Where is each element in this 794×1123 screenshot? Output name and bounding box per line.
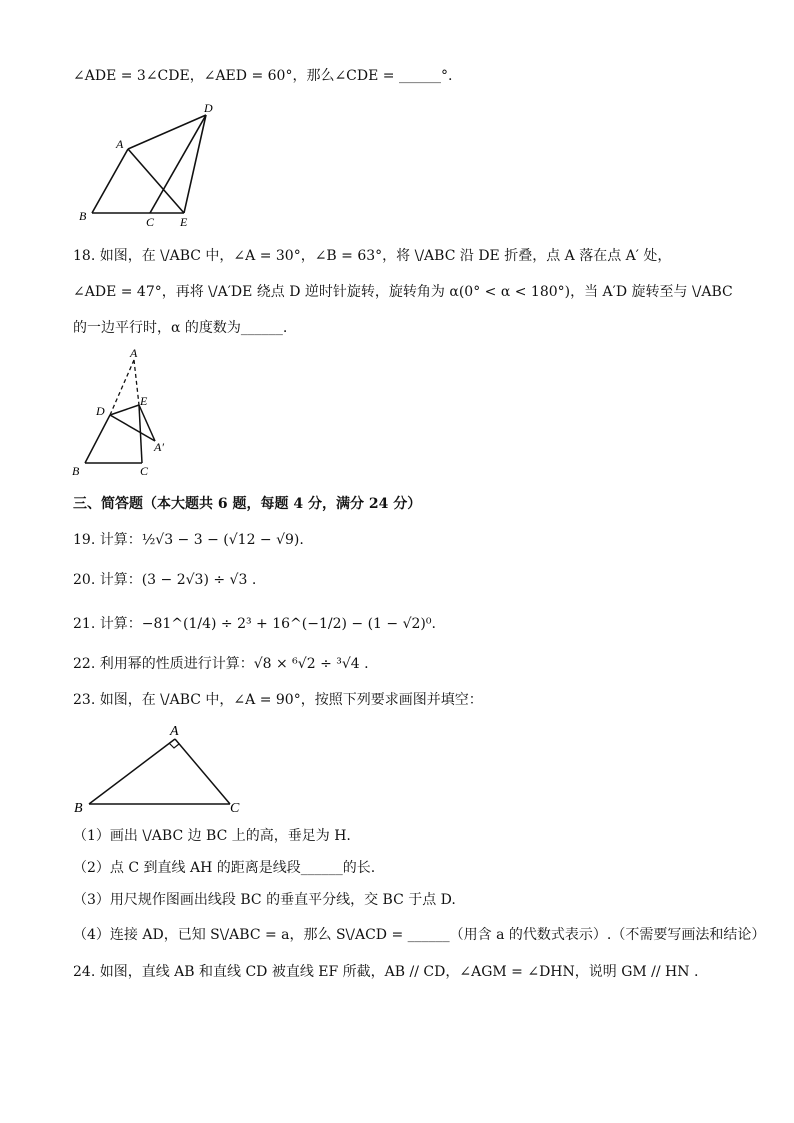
- figure-q23: [70, 720, 255, 820]
- figure-q17: [76, 100, 216, 230]
- label-B: B: [79, 209, 87, 223]
- q18-line-1: 18. 如图，在 \/ABC 中，∠A = 30°，∠B = 63°，将 \/ABC 沿 DE 折叠，点 A 落在点 A′ 处，: [73, 248, 672, 264]
- q24-line: 24. 如图，直线 AB 和直线 CD 被直线 EF 所截，AB // CD，∠AGM = ∠DHN，说明 GM // HN .: [73, 964, 699, 980]
- label-B: B: [74, 801, 83, 816]
- q20-line: 20. 计算：(3 − 2√3) ÷ √3 .: [73, 572, 257, 588]
- q18-line-3: 的一边平行时，α 的度数为______.: [73, 320, 288, 336]
- q23-part-3: （3）用尺规作图画出线段 BC 的垂直平分线，交 BC 于点 D.: [73, 892, 456, 908]
- label-D: D: [96, 404, 105, 418]
- q23-line: 23. 如图，在 \/ABC 中，∠A = 90°，按照下列要求画图并填空：: [73, 692, 483, 708]
- label-A-prime: A′: [154, 440, 164, 454]
- label-A: A: [116, 137, 124, 151]
- q23-part-2: （2）点 C 到直线 AH 的距离是线段______的长.: [73, 860, 376, 876]
- label-C: C: [230, 801, 240, 816]
- q22-line: 22. 利用幂的性质进行计算：√8 × ⁶√2 ÷ ³√4 .: [73, 656, 369, 672]
- label-D: D: [204, 101, 213, 115]
- q19-line: 19. 计算：½√3 − 3 − (√12 − √9).: [73, 532, 304, 548]
- label-E: E: [140, 394, 148, 408]
- label-C: C: [146, 215, 155, 229]
- label-A: A: [170, 724, 179, 739]
- q23-part-4: （4）连接 AD，已知 S\/ABC = a，那么 S\/ACD = ______（用含 a 的代数式表示）.（不需要写画法和结论）: [73, 927, 766, 943]
- q23-part-1: （1）画出 \/ABC 边 BC 上的高，垂足为 H.: [73, 828, 351, 844]
- label-E: E: [180, 215, 188, 229]
- section-3-heading: 三、简答题（本大题共 6 题，每题 4 分，满分 24 分）: [73, 496, 422, 512]
- label-C: C: [140, 464, 149, 478]
- q17-line: ∠ADE = 3∠CDE，∠AED = 60°，那么∠CDE = ______°.: [73, 68, 453, 84]
- label-A: A: [130, 346, 138, 360]
- q18-line-2: ∠ADE = 47°，再将 \/A′DE 绕点 D 逆时针旋转，旋转角为 α(0° < α < 180°)，当 A′D 旋转至与 \/ABC: [73, 284, 733, 300]
- label-B: B: [72, 464, 80, 478]
- figure-q18: [66, 345, 186, 480]
- q21-line: 21. 计算：−81^(1/4) ÷ 2³ + 16^(−1/2) − (1 − √2)⁰.: [73, 616, 436, 632]
